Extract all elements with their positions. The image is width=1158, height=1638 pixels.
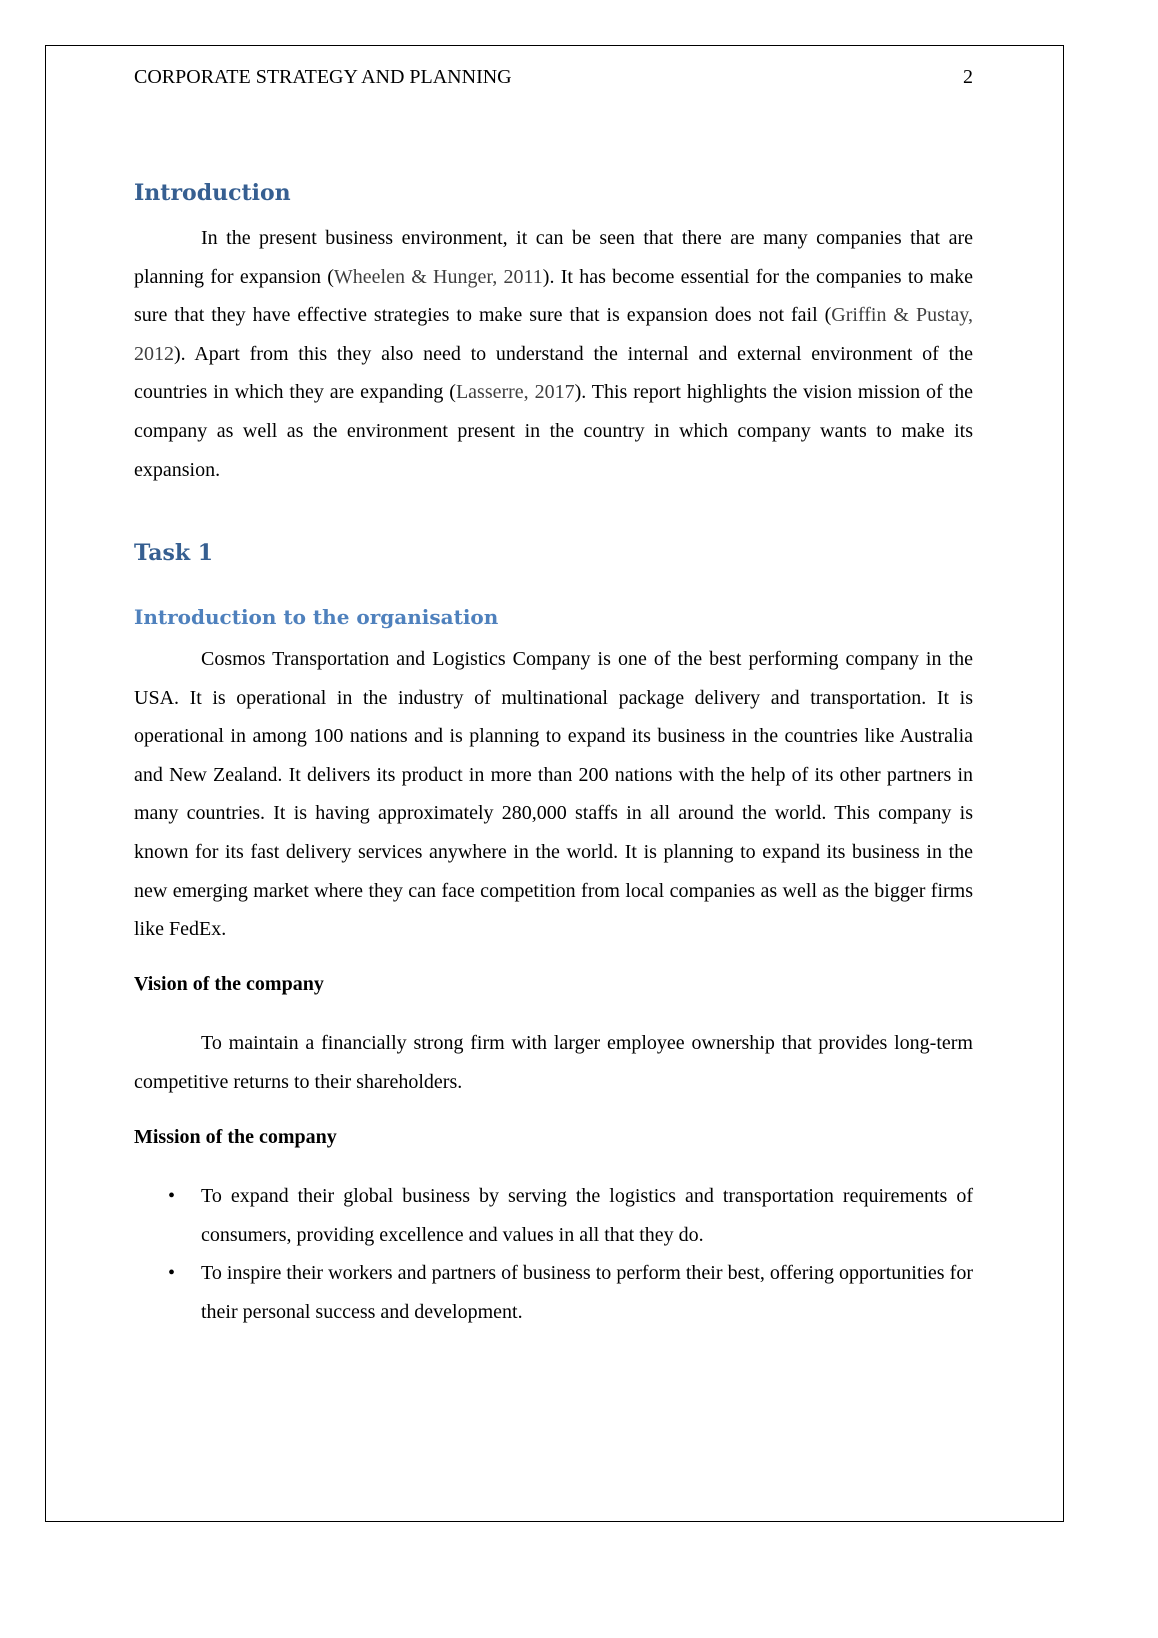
intro-paragraph — [134, 219, 973, 489]
text-segment: In the present business environment, it can be seen that there are many companies that are planning for expansion ( — [134, 227, 973, 288]
citation: Griffin & Pustay, 2012 — [134, 304, 973, 365]
mission-item-text: To expand their global business by serving the logistics and transportation requirements of consumers, providing excellence and values in all that they do. — [201, 1185, 973, 1246]
mission-list — [134, 1177, 973, 1331]
text-segment: ). Apart from this they also need to understand the internal and external environment of the countries in which they are expanding ( — [134, 342, 973, 404]
vision-paragraph: To maintain a financially strong firm with larger employee ownership that provides long-term competitive returns to their shareholders. — [134, 1032, 973, 1093]
page-number: 2 — [963, 66, 973, 88]
citation: Lasserre, 2017 — [455, 381, 575, 404]
page-header — [134, 66, 973, 89]
heading-introduction-to-organisation: Introduction to the organisation — [134, 605, 499, 629]
heading-vision: Vision of the company — [134, 973, 324, 995]
bullet-icon: • — [168, 1185, 176, 1207]
citation: Wheelen & Hunger, 2011 — [333, 265, 543, 288]
heading-task-1: Task 1 — [134, 540, 214, 566]
text-segment: ). It has become essential for the companies to make sure that they have effective strategies to make sure that is expansion does not fail ( — [134, 265, 973, 327]
heading-mission: Mission of the company — [134, 1126, 337, 1148]
organisation-paragraph: Cosmos Transportation and Logistics Company is one of the best performing company in the USA. It is operational in the industry of multinational package delivery and transportation. It is operational in among 100 nations and is planning to expand its business in the countries like Australia and New Zealand. It delivers its product in more than 200 nations with the help of its other partners in many countries. It is having approximately 280,000 staffs in all around the world. This company is known for its fast delivery services anywhere in the world. It is planning to expand its business in the new emerging market where they can face competition from local companies as well as the bigger firms like FedEx. — [134, 648, 973, 941]
mission-item — [134, 1177, 973, 1254]
text-segment: ). This report highlights the vision mission of the company as well as the environment present in the country in which company wants to make its expansion. — [134, 381, 974, 481]
mission-item-text: To inspire their workers and partners of business to perform their best, offering opportunities for their personal success and development. — [201, 1262, 973, 1323]
mission-item — [134, 1254, 973, 1331]
running-head: CORPORATE STRATEGY AND PLANNING — [134, 66, 512, 88]
heading-introduction: Introduction — [134, 180, 291, 206]
bullet-icon: • — [168, 1262, 176, 1285]
